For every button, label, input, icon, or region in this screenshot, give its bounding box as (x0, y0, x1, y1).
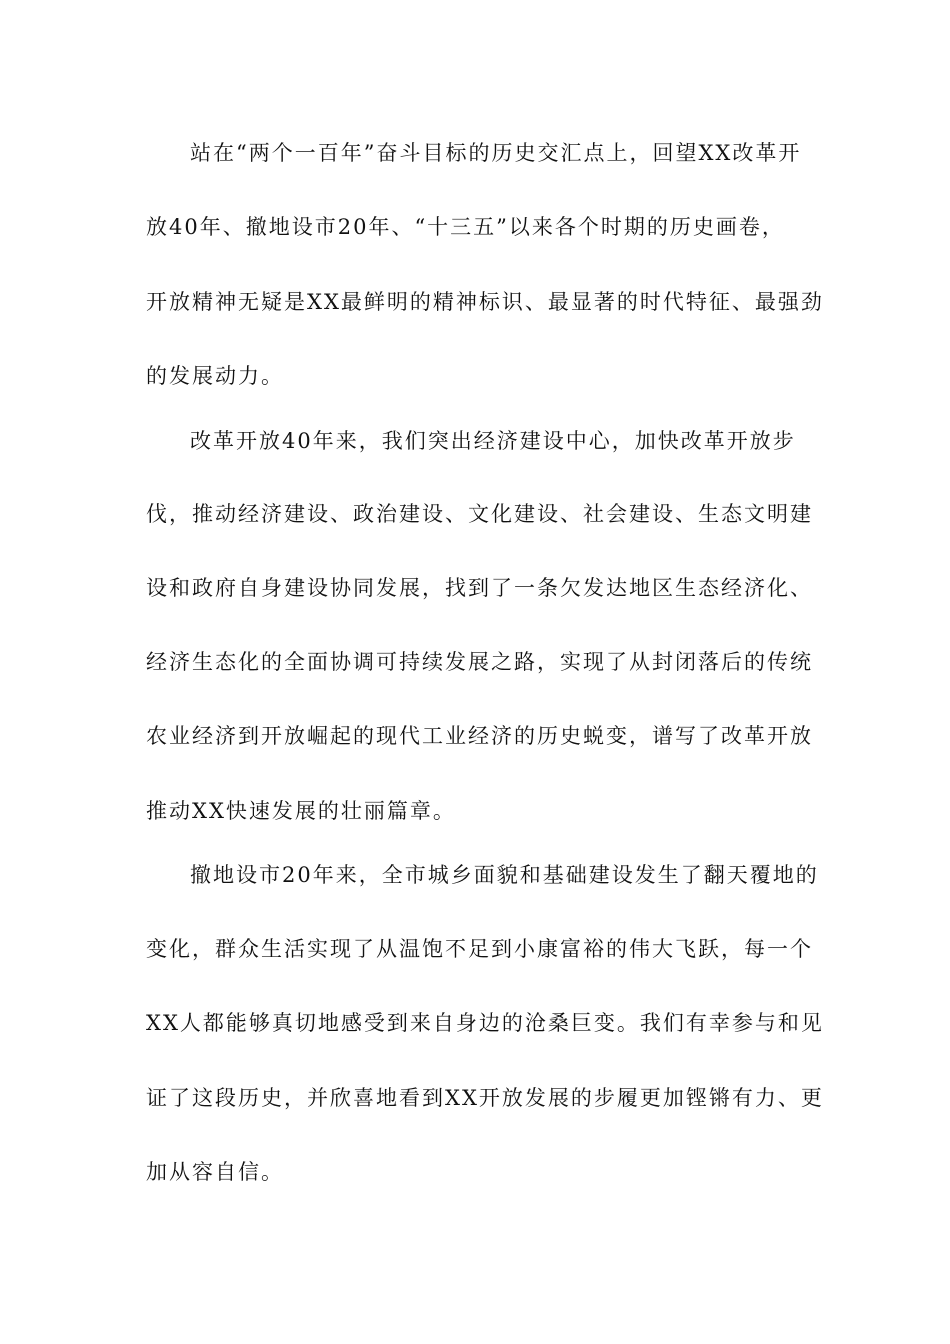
paragraph-2-line-3: 设和政府自身建设协同发展，找到了一条欠发达地区生态经济化、 (146, 576, 813, 600)
paragraph-3-line-5: 加从容自信。 (146, 1160, 284, 1184)
paragraph-2-line-5: 农业经济到开放崛起的现代工业经济的历史蜕变，谱写了改革开放 (146, 724, 813, 748)
paragraph-2-line-2: 伐，推动经济建设、政治建设、文化建设、社会建设、生态文明建 (146, 502, 813, 526)
paragraph-2-line-6: 推动XX快速发展的壮丽篇章。 (146, 799, 456, 823)
paragraph-3-line-3: XX人都能够真切地感受到来自身边的沧桑巨变。我们有幸参与和见 (146, 1011, 824, 1035)
paragraph-1-line-3: 开放精神无疑是XX最鲜明的精神标识、最显著的时代特征、最强劲 (146, 290, 824, 314)
paragraph-1-line-4: 的发展动力。 (146, 364, 284, 388)
paragraph-3-line-2: 变化，群众生活实现了从温饱不足到小康富裕的伟大飞跃，每一个 (146, 937, 813, 961)
paragraph-1-line-1: 站在“两个一百年”奋斗目标的历史交汇点上，回望XX改革开 (190, 141, 802, 165)
paragraph-2-line-4: 经济生态化的全面协调可持续发展之路，实现了从封闭落后的传统 (146, 650, 813, 674)
paragraph-1-line-2: 放40年、撤地设市20年、“十三五”以来各个时期的历史画卷， (146, 215, 785, 239)
paragraph-3-line-4: 证了这段历史，并欣喜地看到XX开放发展的步履更加铿锵有力、更 (146, 1086, 824, 1110)
paragraph-2-line-1: 改革开放40年来，我们突出经济建设中心，加快改革开放步 (190, 429, 796, 453)
paragraph-3-line-1: 撤地设市20年来，全市城乡面貌和基础建设发生了翻天覆地的 (190, 863, 819, 887)
